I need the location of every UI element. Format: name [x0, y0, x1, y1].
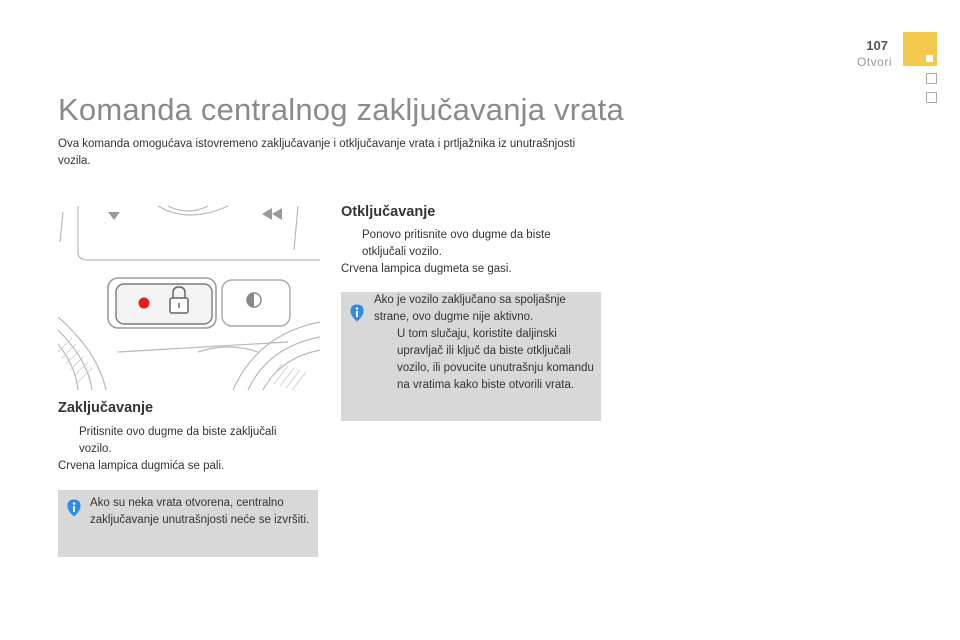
dashboard-drawing — [58, 202, 320, 390]
unlocking-note-instruction: U tom slučaju, koristite daljinski upravljač ili ključ da biste otključali vozilo, ili povucite unutrašnju komandu na vratima kako biste otvorili vrata. — [397, 328, 594, 391]
section-name: Otvori — [856, 55, 892, 69]
locking-status: Crvena lampica dugmića se pali. — [58, 460, 225, 472]
unlocking-heading: Otključavanje — [341, 204, 436, 220]
unlocking-instruction: Ponovo pritisnite ovo dugme da biste otključali vozilo. — [362, 229, 551, 258]
locking-instruction: Pritisnite ovo dugme da biste zaključali vozilo. — [79, 426, 277, 455]
unlocking-note-text: Ako je vozilo zaključano sa spoljašnje strane, ovo dugme nije aktivno. — [374, 294, 566, 323]
info-icon — [350, 304, 364, 322]
central-locking-illustration — [58, 202, 320, 390]
locking-note-text: Ako su neka vrata otvorena, centralno zaključavanje unutrašnjosti neće se izvršiti. — [90, 497, 310, 526]
chapter-tab[interactable] — [926, 92, 937, 103]
page-number: 107 — [866, 38, 888, 53]
unlocking-status: Crvena lampica dugmeta se gasi. — [341, 263, 512, 275]
chapter-tab-active[interactable] — [903, 32, 937, 66]
intro-text: Ova komanda omogućava istovremeno zaključavanje i otključavanje vrata i prtljažnika iz unutrašnjosti vozila. — [58, 138, 576, 167]
unlocking-info-note — [341, 292, 601, 421]
locking-bullet — [58, 424, 308, 458]
page-title: Komanda centralnog zaključavanja vrata — [58, 92, 624, 127]
unlocking-bullet — [341, 227, 591, 261]
chapter-tab[interactable] — [926, 73, 937, 84]
tab-marker — [926, 55, 933, 62]
locking-heading: Zaključavanje — [58, 400, 154, 416]
locking-info-note — [58, 490, 318, 557]
red-lamp-icon — [139, 298, 150, 309]
info-icon — [67, 499, 81, 517]
